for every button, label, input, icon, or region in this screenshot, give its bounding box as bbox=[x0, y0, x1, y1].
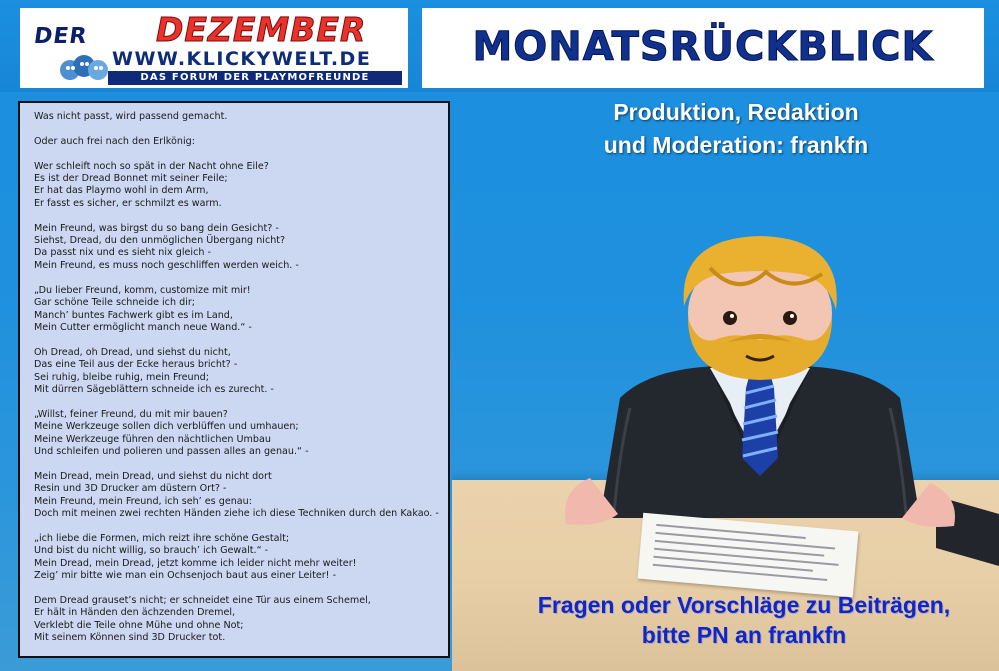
credits-line-1: Produktion, Redaktion bbox=[613, 99, 859, 125]
title-banner bbox=[422, 8, 984, 88]
credits-line-2: und Moderation: frankfn bbox=[603, 132, 869, 158]
poem-panel bbox=[18, 101, 450, 658]
contact-line-2: bitte PN an frankfn bbox=[641, 622, 847, 648]
logo-der: DER bbox=[32, 24, 89, 49]
logo-tagline: DAS FORUM DER PLAYMOFREUNDE bbox=[108, 71, 402, 85]
page-title: MONATSRÜCKBLICK bbox=[472, 24, 934, 70]
playmobil-figure bbox=[560, 228, 960, 548]
klicky-logo-icon bbox=[54, 52, 114, 84]
logo-url: WWW.KLICKYWELT.DE bbox=[112, 48, 372, 70]
contact-note bbox=[500, 590, 988, 650]
contact-line-1: Fragen oder Vorschläge zu Beiträgen, bbox=[537, 592, 951, 618]
logo-month: DEZEMBER bbox=[156, 10, 367, 49]
klickywelt-logo bbox=[20, 8, 408, 88]
poem-text: Was nicht passt, wird passend gemacht. Oder auch frei nach den Erlkönig: Wer schleift noch so spät in der Nacht ohne Eile? Es ist der Dread Bonnet mit seiner Feile; Er hat das Playmo wohl in dem Arm, Er fasst es sicher, er schmilzt es warm. Mein Freund, was birgst du so bang dein Gesicht? - Siehst, Dread, du den unmöglichen Übergang nicht? Da passt nix und es sieht nix gleich - Mein Freund, es muss noch geschliffen werden weich. - „Du lieber Freund, komm, customize mit mir! Gar schöne Teile schneide ich dir; Manch’ buntes Fachwerk gibt es im Land, Mein Cutter ermöglicht manch neue Wand.“ - Oh Dread, oh Dread, und siehst du nicht, Das eine Teil aus der Ecke heraus bricht? - Sei ruhig, bleibe ruhig, mein Freund; Mit dürren Sägeblättern schneide ich es zurecht. - „Willst, feiner Freund, du mit mir bauen? Meine Werkzeuge sollen dich verblüffen und umhauen; Meine Werkzeuge führen den nächtlichen Umbau Und schleifen und polieren und passen alles an genau.“ - Mein Dread, mein Dread, und siehst du nicht dort Resin und 3D Drucker am düstern Ort? - Mein Freund, mein Freund, ich seh’ es genau: Doch mit meinen zwei rechten Händen ziehe ich diese Techniken durch den Kakao. - „ich liebe die Formen, mich reizt ihre schöne Gestalt; Und bist du nicht willig, so brauch’ ich Gewalt.“ - Mein Dread, mein Dread, jetzt komme ich leider nicht mehr weiter! Zeig’ mir bitte wie man ein Ochsenjoch baut aus einer Leiter! - Dem Dread grauset’s nicht; er schneidet eine Tür aus einem Schemel, Er hält in Händen den ächzenden Dremel, Verklebt die Teile ohne Mühe und ohne Not; Mit seinem Können sind 3D Drucker tot. bbox=[34, 111, 439, 644]
credits bbox=[560, 96, 912, 162]
